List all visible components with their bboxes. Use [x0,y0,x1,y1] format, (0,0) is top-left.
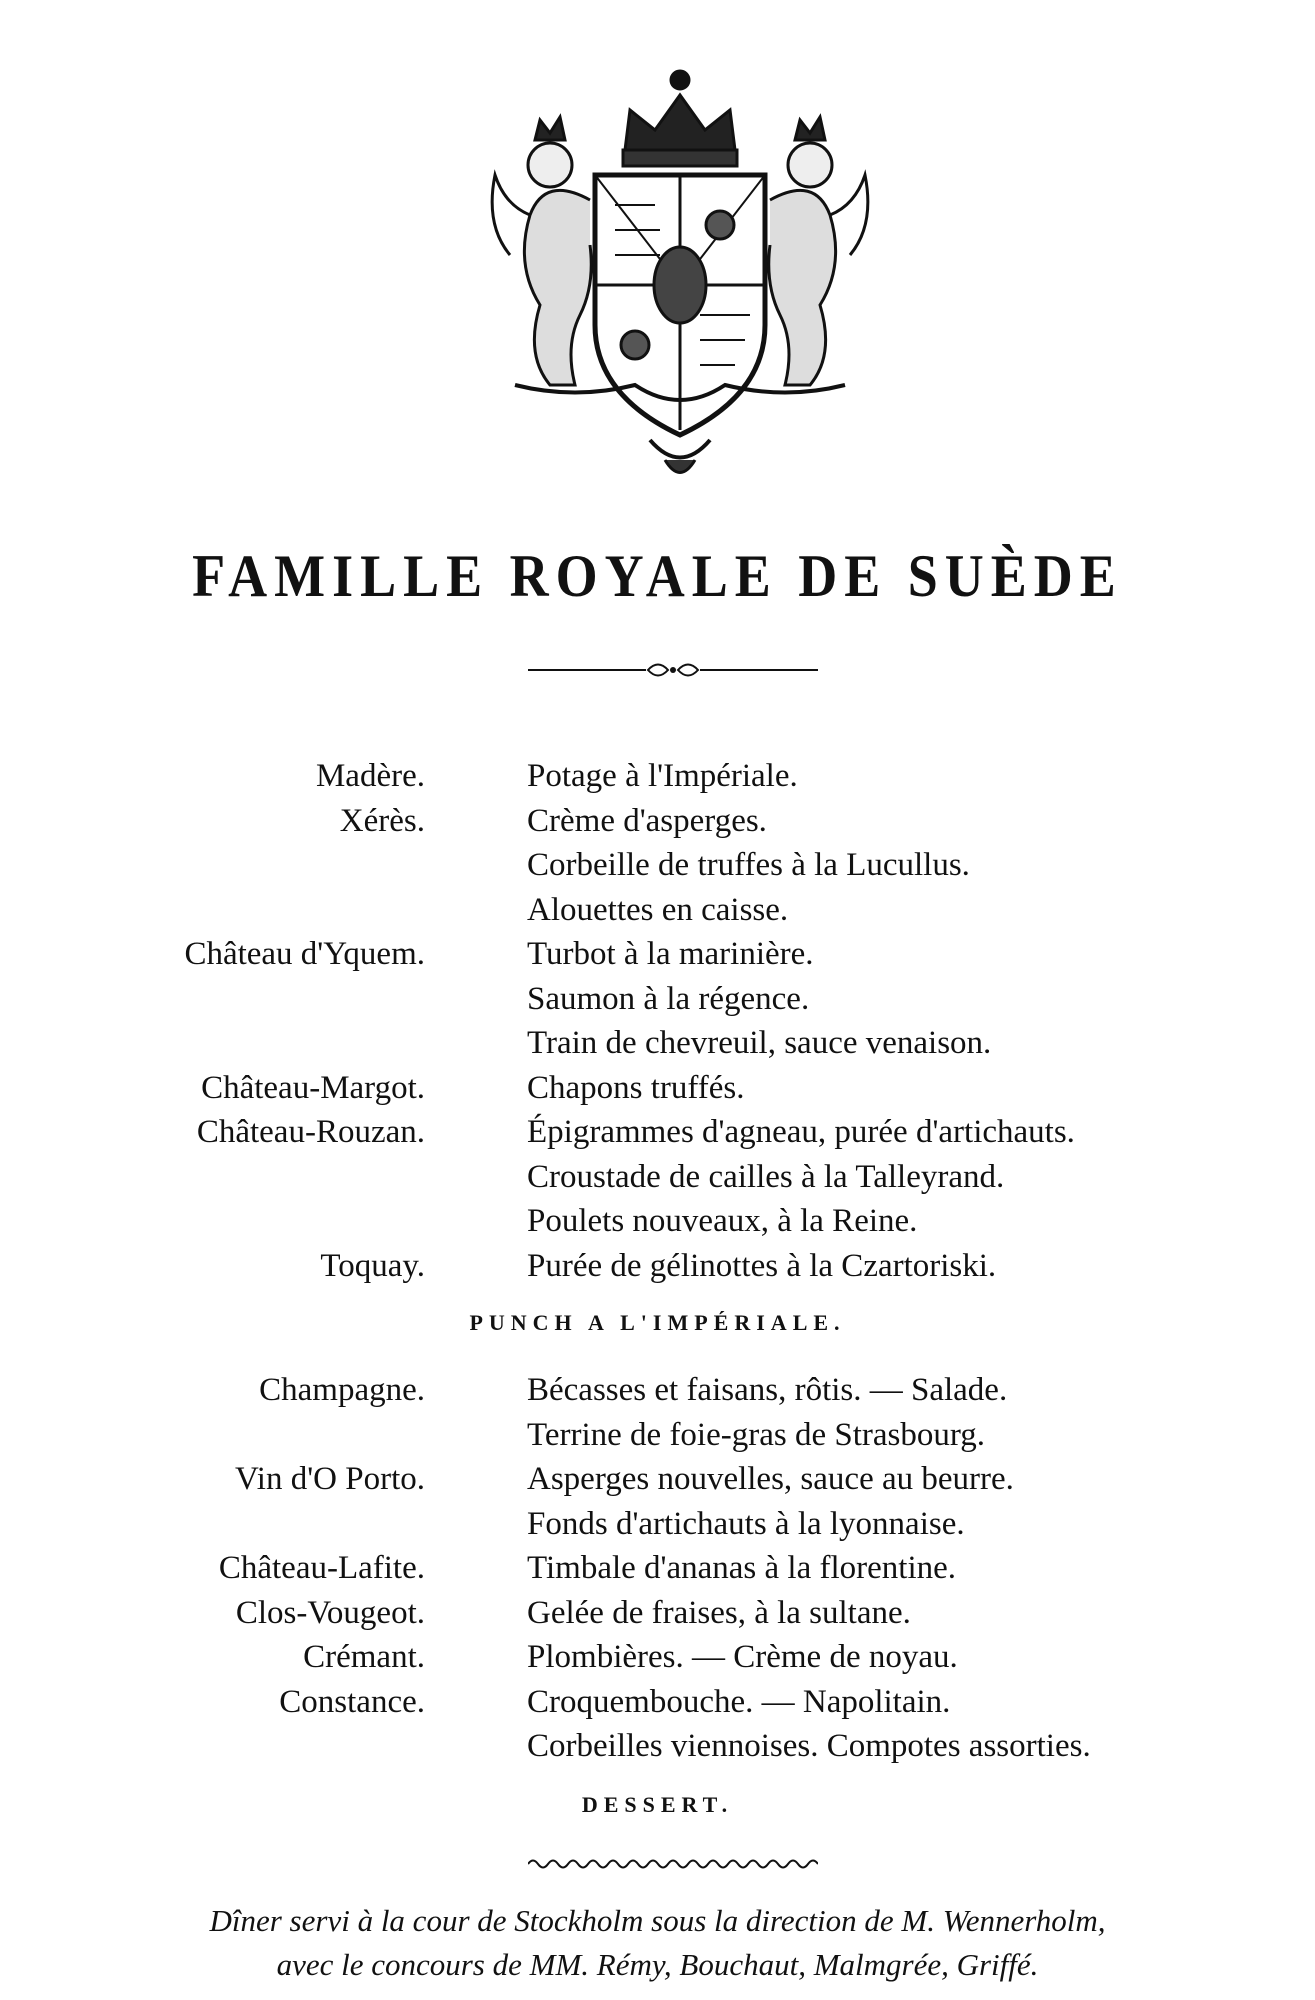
dish-item: Saumon à la régence. [527,980,810,1017]
wine-item: Champagne. [259,1372,425,1408]
wine-item: Xérès. [339,802,425,839]
punch-heading: PUNCH A L'IMPÉRIALE. [469,1310,846,1335]
royal-coat-of-arms-icon [455,55,905,495]
title-divider-ornament-icon [528,657,818,683]
dish-item: Croustade de cailles à la Talleyrand. [527,1158,1005,1195]
wine-item: Constance. [279,1683,425,1720]
page-title: FAMILLE ROYALE DE SUÈDE [192,542,1123,610]
dish-item: Asperges nouvelles, sauce au beurre. [527,1461,1014,1497]
dish-item: Gelée de fraises, à la sultane. [527,1594,911,1631]
dish-item: Purée de gélinottes à la Czartoriski. [527,1247,997,1284]
wine-item: Château-Rouzan. [196,1114,425,1150]
dish-item: Bécasses et faisans, rôtis. — Salade. [527,1372,1008,1408]
dish-item: Alouettes en caisse. [527,891,789,928]
dish-item: Timbale d'ananas à la florentine. [527,1550,957,1586]
dish-item: Potage à l'Impériale. [527,758,798,794]
dish-item: Plombières. — Crème de noyau. [527,1639,958,1675]
dessert-heading: DESSERT. [581,1792,734,1817]
dish-item: Croquembouche. — Napolitain. [527,1683,951,1720]
dish-item: Corbeille de truffes à la Lucullus. [527,847,970,883]
wine-item: Clos-Vougeot. [235,1594,425,1631]
wavy-divider-icon [528,1857,818,1871]
wine-item: Château-Lafite. [218,1550,425,1586]
wine-item: Toquay. [320,1247,425,1284]
wine-item: Château d'Yquem. [184,936,425,972]
dish-item: Poulets nouveaux, à la Reine. [527,1203,918,1239]
dish-item: Chapons truffés. [527,1069,745,1106]
dish-item: Turbot à la marinière. [527,936,814,972]
wine-item: Vin d'O Porto. [234,1461,425,1497]
wine-item: Crémant. [303,1639,425,1675]
footer-line-1: Dîner servi à la cour de Stockholm sous la direction de M. Wennerholm, [209,1903,1106,1938]
dish-item: Épigrammes d'agneau, purée d'artichauts. [527,1114,1075,1150]
dish-item: Terrine de foie-gras de Strasbourg. [527,1416,986,1453]
wine-item: Château-Margot. [201,1069,425,1106]
footer-line-2: avec le concours de MM. Rémy, Bouchaut, Malmgrée, Griffé. [276,1947,1039,1982]
wine-item: Madère. [315,758,425,794]
dish-item: Train de chevreuil, sauce venaison. [527,1025,992,1061]
dish-item: Corbeilles viennoises. Compotes assorties. [527,1728,1091,1764]
dish-item: Crème d'asperges. [527,802,767,839]
dish-item: Fonds d'artichauts à la lyonnaise. [527,1505,965,1542]
